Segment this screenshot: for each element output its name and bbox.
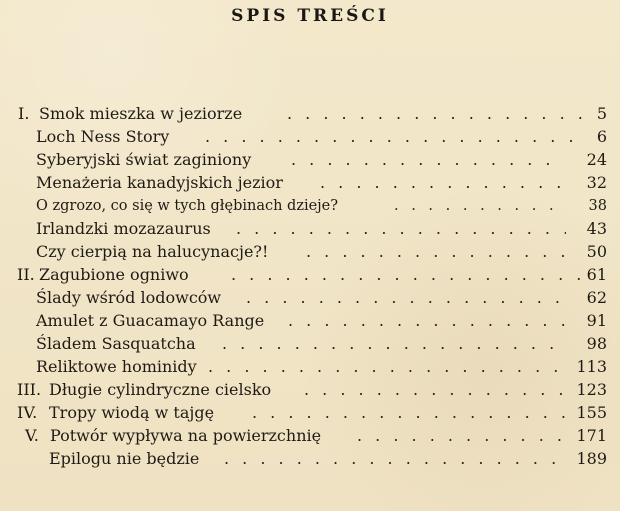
toc-page-number: 38	[588, 198, 607, 214]
toc-subsection-entry	[0, 287, 620, 309]
toc-leader-dots	[252, 402, 566, 424]
toc-subsection-entry	[0, 149, 620, 171]
toc-page-number: 5	[596, 104, 607, 123]
toc-leader-dots	[205, 126, 585, 148]
toc-subsection-entry	[0, 126, 620, 148]
toc-subsection-entry	[0, 333, 620, 355]
toc-page-number: 98	[586, 334, 607, 353]
toc-entry-title: Zagubione ogniwo	[39, 265, 189, 284]
toc-page-number: 62	[586, 288, 607, 307]
toc-entry-title: Smok mieszka w jeziorze	[39, 104, 243, 123]
toc-page-number: 61	[586, 265, 607, 284]
toc-chapter-numeral: V.	[25, 426, 39, 445]
toc-page-number: 123	[576, 380, 607, 399]
toc-page-number: 6	[596, 127, 607, 146]
toc-chapter-numeral: III.	[17, 380, 42, 399]
toc-leader-dots	[222, 333, 566, 355]
toc-entry-title: Loch Ness Story	[36, 127, 170, 146]
toc-page-number: 91	[586, 311, 607, 330]
toc-chapter-numeral: I.	[18, 104, 30, 123]
toc-page-number: 43	[586, 219, 607, 238]
toc-entry-title: Syberyjski świat zaginiony	[36, 150, 252, 169]
toc-entry-title: Epilogu nie będzie	[49, 449, 200, 468]
toc-subsection-entry	[0, 241, 620, 263]
toc-entry-title: Amulet z Guacamayo Range	[36, 311, 265, 330]
toc-leader-dots	[236, 218, 566, 240]
toc-chapter-5-entry	[0, 425, 620, 447]
toc-leader-dots	[304, 379, 566, 401]
toc-leader-dots	[394, 195, 564, 217]
toc-chapter-1-entry	[0, 103, 620, 125]
toc-entry-title: Czy cierpią na halucynacje?!	[36, 242, 269, 261]
toc-chapter-2-entry	[0, 264, 620, 286]
toc-page-number: 32	[586, 173, 607, 192]
toc-leader-dots	[288, 310, 566, 332]
toc-leader-dots	[320, 172, 565, 194]
toc-leader-dots	[291, 149, 561, 171]
toc-entry-title: Reliktowe hominidy	[36, 357, 197, 376]
toc-page-number: 155	[576, 403, 607, 422]
toc-page-number: 171	[576, 426, 607, 445]
toc-leader-dots	[306, 241, 566, 263]
toc-entry-title: Długie cylindryczne cielsko	[49, 380, 272, 399]
toc-page-number: 24	[586, 150, 607, 169]
toc-subsection-entry	[0, 195, 620, 217]
toc-leader-dots	[208, 356, 564, 378]
toc-subsection-entry	[0, 448, 620, 470]
toc-subsection-entry	[0, 356, 620, 378]
toc-entry-title: Śladem Sasquatcha	[36, 334, 196, 353]
toc-chapter-numeral: II.	[17, 265, 35, 284]
toc-entry-title: Tropy wiodą w tajgę	[49, 403, 215, 422]
toc-entry-title: Ślady wśród lodowców	[36, 288, 222, 307]
toc-leader-dots	[357, 425, 566, 447]
toc-page-number: 50	[586, 242, 607, 261]
toc-page-number: 189	[576, 449, 607, 468]
document-title: SPIS TREŚCI	[231, 6, 389, 26]
toc-entry-title: Menażeria kanadyjskich jezior	[36, 173, 283, 192]
toc-subsection-entry	[0, 218, 620, 240]
toc-chapter-3-entry	[0, 379, 620, 401]
toc-leader-dots	[231, 264, 587, 286]
toc-subsection-entry	[0, 172, 620, 194]
toc-chapter-4-entry	[0, 402, 620, 424]
toc-leader-dots	[224, 448, 566, 470]
toc-subsection-entry	[0, 310, 620, 332]
toc-chapter-numeral: IV.	[17, 403, 38, 422]
toc-entry-title: Irlandzki mozazaurus	[36, 219, 211, 238]
toc-leader-dots	[287, 103, 587, 125]
toc-leader-dots	[246, 287, 566, 309]
toc-entry-title: O zgrozo, co się w tych głębinach dzieje?	[36, 198, 339, 214]
toc-entry-title: Potwór wypływa na powierzchnię	[50, 426, 322, 445]
toc-page-number: 113	[576, 357, 607, 376]
